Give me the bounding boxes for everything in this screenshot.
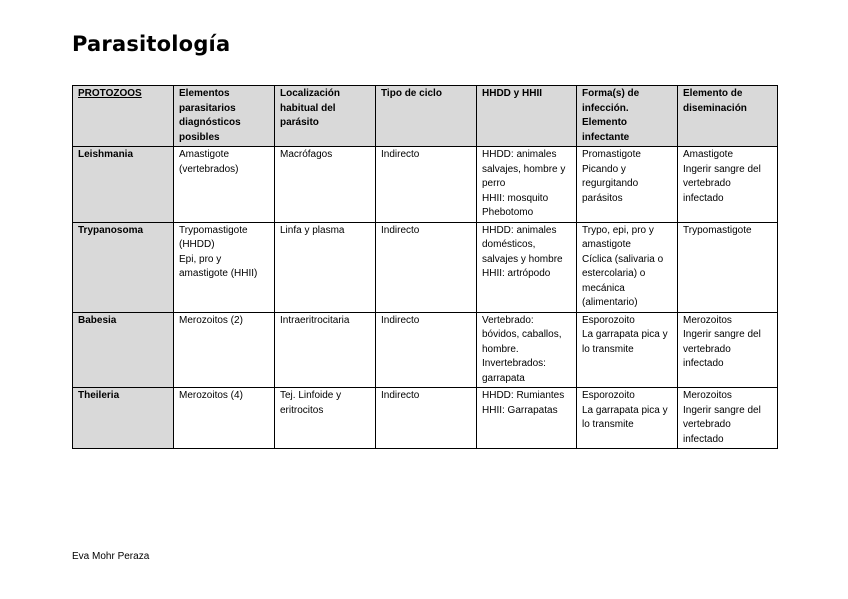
diseminacion-cell — [678, 312, 778, 388]
cell-line: HHII: Garrapatas — [482, 404, 558, 416]
cell-line: Epi, pro y amastigote (HHII) — [179, 253, 258, 279]
cell-line: Ingerir sangre del vertebrado infectado — [683, 329, 761, 369]
row-header-babesia: Babesia — [73, 312, 174, 388]
cell-line: HHDD: animales salvajes, hombre y perro — [482, 149, 566, 189]
diseminacion-cell — [678, 147, 778, 223]
hospedadores-cell — [477, 388, 577, 449]
row-header-leishmania: Leishmania — [73, 147, 174, 223]
column-header: HHDD y HHII — [477, 86, 577, 147]
footer-author: Eva Mohr Peraza — [72, 551, 150, 562]
row-header-trypanosoma: Trypanosoma — [73, 222, 174, 312]
page-title: Parasitología — [72, 32, 231, 56]
infeccion-cell — [577, 222, 678, 312]
protozoa-table — [72, 85, 778, 449]
cell-line: Picando y regurgitando parásitos — [582, 163, 639, 204]
localizacion-cell — [275, 312, 376, 388]
ciclo-cell — [376, 147, 477, 223]
localizacion-cell — [275, 388, 376, 449]
cell-line: Amastigote (vertebrados) — [179, 149, 239, 175]
column-header: Localización habitual del parásito — [275, 86, 376, 147]
column-header: Forma(s) de infección. Elemento infectante — [577, 86, 678, 147]
hospedadores-cell — [477, 222, 577, 312]
cell-line: HHII: mosquito Phebotomo — [482, 192, 549, 218]
cell-line: Vertebrado: bóvidos, caballos, hombre. — [482, 314, 562, 355]
cell-line: Indirecto — [381, 314, 420, 326]
column-header: Tipo de ciclo — [376, 86, 477, 147]
column-header: Elemento de diseminación — [678, 86, 778, 147]
hospedadores-cell — [477, 312, 577, 388]
cell-line: Invertebrados: garrapata — [482, 358, 546, 384]
cell-line: Linfa y plasma — [280, 224, 345, 236]
cell-line: Ingerir sangre del vertebrado infectado — [683, 404, 761, 445]
cell-line: Intraeritrocitaria — [280, 314, 350, 326]
cell-line: Merozoitos — [683, 390, 732, 401]
hospedadores-cell — [477, 147, 577, 223]
cell-line: Merozoitos — [683, 314, 732, 326]
cell-line: La garrapata pica y lo transmite — [582, 404, 668, 430]
cell-line: Trypomastigote — [683, 224, 752, 236]
cell-line: Promastigote — [582, 149, 641, 160]
elementos-cell — [174, 388, 275, 449]
infeccion-cell — [577, 147, 678, 223]
column-header: PROTOZOOS — [73, 86, 174, 147]
cell-line: Indirecto — [381, 224, 420, 236]
diseminacion-cell — [678, 222, 778, 312]
ciclo-cell — [376, 222, 477, 312]
infeccion-cell — [577, 388, 678, 449]
localizacion-cell — [275, 147, 376, 223]
cell-line: HHII: artrópodo — [482, 268, 551, 279]
localizacion-cell — [275, 222, 376, 312]
row-header-theileria: Theileria — [73, 388, 174, 449]
cell-line: Amastigote — [683, 149, 734, 160]
cell-line: Cíclica (salivaria o estercolaria) o mecánica (alimentario) — [582, 253, 664, 308]
cell-line: Esporozoito — [582, 314, 635, 326]
cell-line: Indirecto — [381, 390, 420, 401]
cell-line: Merozoitos (4) — [179, 390, 243, 401]
cell-line: Indirecto — [381, 149, 420, 160]
table-row — [73, 147, 778, 223]
table-row — [73, 312, 778, 388]
cell-line: Tej. Linfoide y eritrocitos — [280, 390, 342, 416]
table-row — [73, 222, 778, 312]
elementos-cell — [174, 147, 275, 223]
infeccion-cell — [577, 312, 678, 388]
cell-line: Trypomastigote (HHDD) — [179, 224, 248, 250]
cell-line: Esporozoito — [582, 390, 635, 401]
column-header: Elementos parasitarios diagnósticos posibles — [174, 86, 275, 147]
table-header-row — [73, 86, 778, 147]
cell-line: Ingerir sangre del vertebrado infectado — [683, 163, 761, 204]
cell-line: Macrófagos — [280, 149, 333, 160]
ciclo-cell — [376, 388, 477, 449]
table-row — [73, 388, 778, 449]
cell-line: Merozoitos (2) — [179, 314, 243, 326]
elementos-cell — [174, 222, 275, 312]
cell-line: La garrapata pica y lo transmite — [582, 329, 668, 355]
cell-line: HHDD: animales domésticos, salvajes y hombre — [482, 224, 563, 265]
cell-line: Trypo, epi, pro y amastigote — [582, 224, 654, 250]
cell-line: HHDD: Rumiantes — [482, 390, 565, 401]
diseminacion-cell — [678, 388, 778, 449]
ciclo-cell — [376, 312, 477, 388]
elementos-cell — [174, 312, 275, 388]
